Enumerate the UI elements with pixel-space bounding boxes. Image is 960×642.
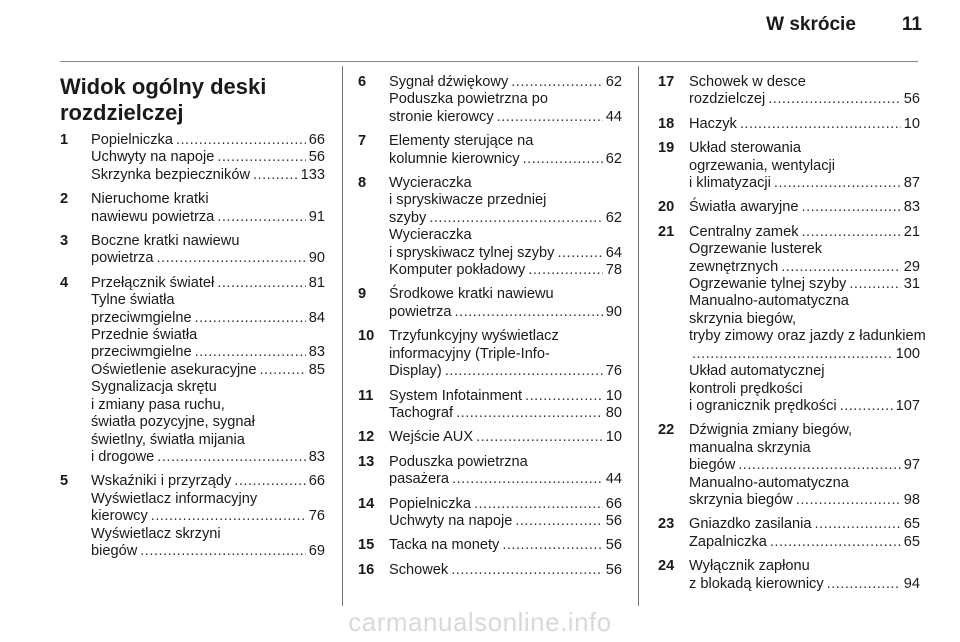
entry-text: szyby: [389, 209, 427, 226]
entry-line: [689, 199, 920, 216]
dot-leader: [195, 344, 306, 361]
dot-leader: [523, 151, 603, 168]
entry-text: manualna skrzynia: [689, 439, 811, 456]
index-entry: [358, 537, 622, 554]
page-ref: 133: [300, 166, 325, 183]
entry-number: 9: [358, 286, 367, 303]
index-entry: [60, 132, 325, 184]
page-ref: 98: [903, 491, 920, 508]
entry-text: kierowcy: [91, 508, 148, 525]
entry-text: z blokadą kierownicy: [689, 575, 824, 592]
entry-number: 20: [658, 199, 675, 216]
column-divider: [342, 66, 343, 606]
page-ref: 107: [895, 397, 920, 414]
entry-text: i klimatyzacji: [689, 175, 771, 192]
page-ref: 44: [605, 471, 622, 488]
entry-text: Układ sterowania: [689, 140, 801, 157]
entry-line: [389, 405, 622, 422]
entry-number: 15: [358, 537, 375, 554]
entry-line: [91, 491, 325, 508]
entry-line: [389, 454, 622, 471]
entry-line: [689, 440, 920, 457]
page-ref: 62: [605, 74, 622, 90]
entry-line: [91, 344, 325, 361]
entry-line: [689, 74, 920, 91]
page-ref: 100: [895, 345, 920, 362]
dot-leader: [774, 175, 901, 192]
entry-text: i zmiany pasa ruchu,: [91, 396, 225, 413]
entry-line: [689, 576, 920, 593]
index-entry: [358, 175, 622, 279]
entry-text: Schowek: [389, 561, 449, 578]
entry-line: [689, 116, 920, 133]
page-ref: 56: [605, 537, 622, 554]
index-entry: [358, 328, 622, 380]
entry-line: [91, 379, 325, 396]
entry-line: [91, 250, 325, 267]
dot-leader: [217, 149, 305, 166]
dot-leader: [525, 388, 603, 405]
entry-number: 19: [658, 140, 675, 157]
dot-leader: [740, 116, 901, 133]
entry-line: [389, 227, 622, 244]
entry-line: [389, 562, 622, 579]
entry-number: 13: [358, 453, 375, 470]
entry-number: 22: [658, 422, 675, 439]
index-entry: [358, 286, 622, 321]
entry-line: [689, 175, 920, 192]
entry-line: [91, 414, 325, 431]
entry-text: Nieruchome kratki: [91, 191, 209, 208]
entry-line: [689, 328, 926, 345]
entry-number: 1: [60, 132, 69, 148]
entry-text: zewnętrznych: [689, 258, 779, 275]
entry-number: 3: [60, 233, 69, 250]
dot-leader: [781, 259, 901, 276]
page-ref: 66: [308, 473, 325, 490]
dot-leader: [511, 74, 603, 91]
entry-number: 10: [358, 328, 375, 345]
entry-line: [689, 259, 920, 276]
index-entry: [60, 191, 325, 226]
entry-line: [389, 537, 622, 554]
entry-text: powietrza: [91, 250, 154, 267]
entry-line: [91, 362, 325, 379]
entry-line: [389, 133, 622, 150]
entry-line: [91, 310, 325, 327]
page-ref: 85: [308, 361, 325, 378]
entry-text: Tylne światła: [91, 292, 175, 309]
page-ref: 66: [605, 495, 622, 512]
dot-leader: [840, 398, 893, 415]
entry-text: pasażera: [389, 471, 450, 488]
entry-line: [389, 471, 622, 488]
page-ref: 94: [903, 575, 920, 592]
entry-text: Elementy sterujące na: [389, 133, 534, 150]
entry-line: [389, 429, 622, 446]
page-ref: 97: [903, 457, 920, 474]
entry-text: i spryskiwacz tylnej szyby: [389, 244, 555, 261]
entry-text: Popielniczka: [389, 495, 471, 512]
dot-leader: [140, 543, 306, 560]
entry-text: Centralny zamek: [689, 223, 799, 240]
entry-text: Oświetlenie asekuracyjne: [91, 361, 257, 378]
page-header: [766, 14, 922, 36]
entry-text: Ogrzewanie lusterek: [689, 241, 823, 258]
entry-number: 7: [358, 133, 367, 150]
page-ref: 91: [308, 208, 325, 225]
dot-leader: [151, 508, 306, 525]
page-ref: 80: [605, 404, 622, 421]
entry-line: [389, 513, 622, 530]
page-ref: 84: [308, 309, 325, 326]
entry-line: [389, 496, 622, 513]
page-ref: 69: [308, 542, 325, 559]
dot-leader: [849, 276, 900, 293]
entry-text: Wskaźniki i przyrządy: [91, 473, 232, 490]
entry-line: [389, 304, 622, 321]
entry-text: Środkowe kratki nawiewu: [389, 286, 554, 303]
entry-line: [91, 167, 325, 184]
dot-leader: [456, 405, 603, 422]
index-entry: [658, 223, 926, 415]
entry-number: 14: [358, 495, 375, 512]
entry-line: [91, 397, 325, 414]
entry-text: kolumnie kierownicy: [389, 150, 520, 167]
entry-text: Sygnał dźwiękowy: [389, 74, 509, 90]
entry-text: Manualno-automatyczna: [689, 293, 849, 310]
entry-line: [91, 209, 325, 226]
dot-leader: [259, 362, 305, 379]
section-title: Widok ogólny deski rozdzielczej: [60, 74, 267, 125]
entry-text: Światła awaryjne: [689, 199, 799, 216]
dot-leader: [195, 310, 306, 327]
page-ref: 83: [903, 199, 920, 216]
entry-number: 16: [358, 561, 375, 578]
page-ref: 56: [903, 91, 920, 108]
entry-text: i spryskiwacze przedniej: [389, 192, 547, 209]
entry-text: Trzyfunkcyjny wyświetlacz: [389, 328, 559, 345]
index-entry: [60, 233, 325, 268]
entry-line: [689, 140, 920, 157]
entry-line: [689, 346, 920, 363]
entry-line: [389, 328, 622, 345]
entry-text: Komputer pokładowy: [389, 262, 526, 279]
index-entry: [358, 133, 622, 168]
entry-number: 5: [60, 473, 69, 490]
index-entry: [358, 496, 622, 531]
index-entry: [658, 140, 920, 192]
entry-number: 24: [658, 558, 675, 575]
entry-text: Wyłącznik zapłonu: [689, 558, 810, 575]
dot-leader: [827, 576, 901, 593]
entry-text: Wyświetlacz informacyjny: [91, 490, 258, 507]
entry-text: rozdzielczej: [689, 91, 766, 108]
entry-line: [91, 473, 325, 490]
entry-number: 11: [358, 387, 374, 404]
entry-number: 6: [358, 74, 367, 90]
entry-line: [689, 224, 920, 241]
entry-text: Manualno-automatyczna: [689, 474, 849, 491]
entry-line: [389, 262, 622, 279]
dot-leader: [476, 429, 603, 446]
index-entry: [658, 516, 920, 551]
page-ref: 81: [308, 274, 325, 291]
column-divider: [638, 66, 639, 606]
dot-leader: [802, 224, 901, 241]
entry-line: [91, 508, 325, 525]
entry-line: [689, 276, 920, 293]
index-entry: [358, 454, 622, 489]
entry-number: 8: [358, 175, 367, 192]
entry-text: Przełącznik świateł: [91, 274, 215, 291]
entry-line: [389, 192, 622, 209]
dot-leader: [156, 250, 305, 267]
entry-text: przeciwmgielne: [91, 344, 192, 361]
entry-line: [91, 449, 325, 466]
entry-text: informacyjny (Triple-Info-: [389, 345, 550, 362]
dot-leader: [815, 516, 901, 533]
entry-line: [389, 286, 622, 303]
entry-line: [689, 558, 920, 575]
dot-leader: [515, 513, 602, 530]
page-ref: 10: [605, 387, 622, 404]
column-1: [60, 74, 325, 567]
dot-leader: [768, 91, 901, 108]
page-ref: 62: [605, 150, 622, 167]
entry-text: tryby zimowy oraz jazdy z ładunkiem: [689, 328, 926, 345]
entry-line: [389, 388, 622, 405]
entry-text: Boczne kratki nawiewu: [91, 233, 240, 250]
index-entry: [358, 388, 622, 423]
entry-line: [91, 543, 325, 560]
index-entry: [658, 116, 920, 133]
entry-text: Uchwyty na napoje: [389, 512, 513, 529]
page-number: 11: [901, 14, 922, 35]
page-ref: 90: [308, 250, 325, 267]
entry-line: [91, 327, 325, 344]
page-ref: 56: [605, 561, 622, 578]
page-ref: 83: [308, 448, 325, 465]
dot-leader: [802, 199, 901, 216]
index-entry: [358, 562, 622, 579]
page-ref: 44: [605, 108, 622, 125]
entry-number: 17: [658, 74, 675, 90]
page-ref: 76: [308, 508, 325, 525]
entry-number: 2: [60, 191, 69, 208]
entry-text: Poduszka powietrzna po: [389, 91, 549, 108]
page-ref: 56: [308, 149, 325, 166]
page-ref: 56: [605, 512, 622, 529]
entry-line: [91, 233, 325, 250]
entry-text: biegów: [91, 542, 138, 559]
page-ref: 66: [308, 132, 325, 148]
entry-line: [689, 381, 920, 398]
entry-text: przeciwmgielne: [91, 309, 192, 326]
column-2: [358, 74, 622, 586]
dot-leader: [738, 457, 901, 474]
dot-leader: [429, 210, 602, 227]
entry-line: [689, 534, 920, 551]
entry-text: świetlny, światła mijania: [91, 431, 245, 448]
entry-text: światła pozycyjne, sygnał: [91, 414, 255, 431]
header-title: W skrócie: [766, 14, 856, 35]
entry-text: Haczyk: [689, 115, 737, 132]
entry-line: [91, 132, 325, 149]
dot-leader: [217, 275, 305, 292]
dot-leader: [796, 492, 901, 509]
page-ref: 65: [903, 516, 920, 533]
page-ref: 64: [605, 244, 622, 261]
entry-text: i ogranicznik prędkości: [689, 397, 837, 414]
index-entry: [658, 558, 920, 593]
dot-leader: [557, 245, 602, 262]
entry-line: [91, 292, 325, 309]
page-ref: 29: [903, 258, 920, 275]
dot-leader: [502, 537, 602, 554]
entry-text: Wycieraczka: [389, 227, 472, 244]
entry-text: Wejście AUX: [389, 429, 474, 446]
entry-text: Dźwignia zmiany biegów,: [689, 422, 853, 439]
entry-number: 12: [358, 429, 375, 446]
entry-text: kontroli prędkości: [689, 380, 803, 397]
entry-number: 18: [658, 115, 675, 132]
entry-line: [389, 346, 622, 363]
entry-line: [689, 311, 920, 328]
page-ref: 31: [903, 276, 920, 293]
entry-line: [689, 422, 920, 439]
page-ref: 90: [605, 303, 622, 320]
entry-line: [389, 245, 622, 262]
page-ref: 65: [903, 533, 920, 550]
entry-text: biegów: [689, 457, 736, 474]
entry-text: Uchwyty na napoje: [91, 149, 215, 166]
entry-line: [389, 74, 622, 91]
index-entry: [358, 74, 622, 126]
entry-number: 4: [60, 274, 69, 291]
dot-leader: [234, 473, 305, 490]
watermark: carmanualsonline.info: [348, 607, 612, 637]
dot-leader: [452, 471, 603, 488]
index-entry: [658, 199, 920, 216]
entry-text: i drogowe: [91, 448, 155, 465]
index-entry: [60, 473, 325, 560]
entry-line: [389, 175, 622, 192]
entry-line: [389, 210, 622, 227]
entry-line: [689, 363, 920, 380]
entry-line: [689, 91, 920, 108]
entry-line: [389, 91, 622, 108]
dot-leader: [253, 167, 298, 184]
dot-leader: [497, 109, 603, 126]
dot-leader: [176, 132, 306, 149]
entry-text: Schowek w desce: [689, 74, 806, 90]
page-ref: 10: [605, 429, 622, 446]
entry-line: [689, 293, 920, 310]
entry-number: 21: [658, 223, 675, 240]
index-entry: [658, 74, 920, 109]
entry-line: [689, 516, 920, 533]
entry-text: Układ automatycznej: [689, 363, 825, 380]
entry-text: Wyświetlacz skrzyni: [91, 525, 221, 542]
dot-leader: [474, 496, 603, 513]
dot-leader: [451, 562, 603, 579]
index-entry: [358, 429, 622, 446]
entry-line: [689, 241, 920, 258]
page-ref: 62: [605, 209, 622, 226]
dot-leader: [454, 304, 602, 321]
entry-line: [689, 457, 920, 474]
dot-leader: [770, 534, 901, 551]
dot-leader: [692, 346, 893, 363]
page-ref: 87: [903, 175, 920, 192]
entry-text: Tacka na monety: [389, 537, 500, 554]
page-ref: 78: [605, 262, 622, 279]
entry-line: [91, 432, 325, 449]
entry-text: Wycieraczka: [389, 175, 472, 192]
entry-text: Sygnalizacja skrętu: [91, 379, 217, 396]
page-ref: 10: [903, 115, 920, 132]
entry-text: Display): [389, 363, 442, 380]
entry-line: [689, 398, 920, 415]
page-ref: 21: [903, 223, 920, 240]
header-rule: [60, 61, 918, 62]
entry-text: skrzynia biegów,: [689, 310, 797, 327]
entry-line: [389, 109, 622, 126]
entry-text: ogrzewania, wentylacji: [689, 157, 836, 174]
index-entry: [658, 422, 920, 509]
entry-line: [91, 526, 325, 543]
entry-text: Skrzynka bezpieczników: [91, 166, 250, 183]
entry-line: [689, 158, 920, 175]
entry-line: [689, 492, 920, 509]
entry-text: System Infotainment: [389, 387, 523, 404]
entry-line: [689, 475, 920, 492]
entry-line: [91, 275, 325, 292]
entry-text: Tachograf: [389, 404, 454, 421]
entry-line: [389, 151, 622, 168]
column-3: [658, 74, 926, 600]
entry-text: Ogrzewanie tylnej szyby: [689, 276, 847, 293]
entry-text: Gniazdko zasilania: [689, 516, 812, 533]
entry-line: [389, 363, 622, 380]
page-ref: 83: [308, 344, 325, 361]
dot-leader: [157, 449, 305, 466]
entry-text: skrzynia biegów: [689, 491, 793, 508]
page-ref: 76: [605, 363, 622, 380]
entry-text: Przednie światła: [91, 327, 198, 344]
entry-line: [91, 191, 325, 208]
entry-number: 23: [658, 516, 675, 533]
dot-leader: [528, 262, 602, 279]
entry-text: Poduszka powietrzna: [389, 453, 528, 470]
entry-text: Popielniczka: [91, 132, 173, 148]
index-entry: [60, 275, 325, 466]
entry-text: Zapalniczka: [689, 533, 767, 550]
entry-text: powietrza: [389, 303, 452, 320]
dot-leader: [217, 209, 305, 226]
entry-text: stronie kierowcy: [389, 108, 494, 125]
entry-line: [91, 149, 325, 166]
dot-leader: [445, 363, 603, 380]
entry-text: nawiewu powietrza: [91, 208, 215, 225]
